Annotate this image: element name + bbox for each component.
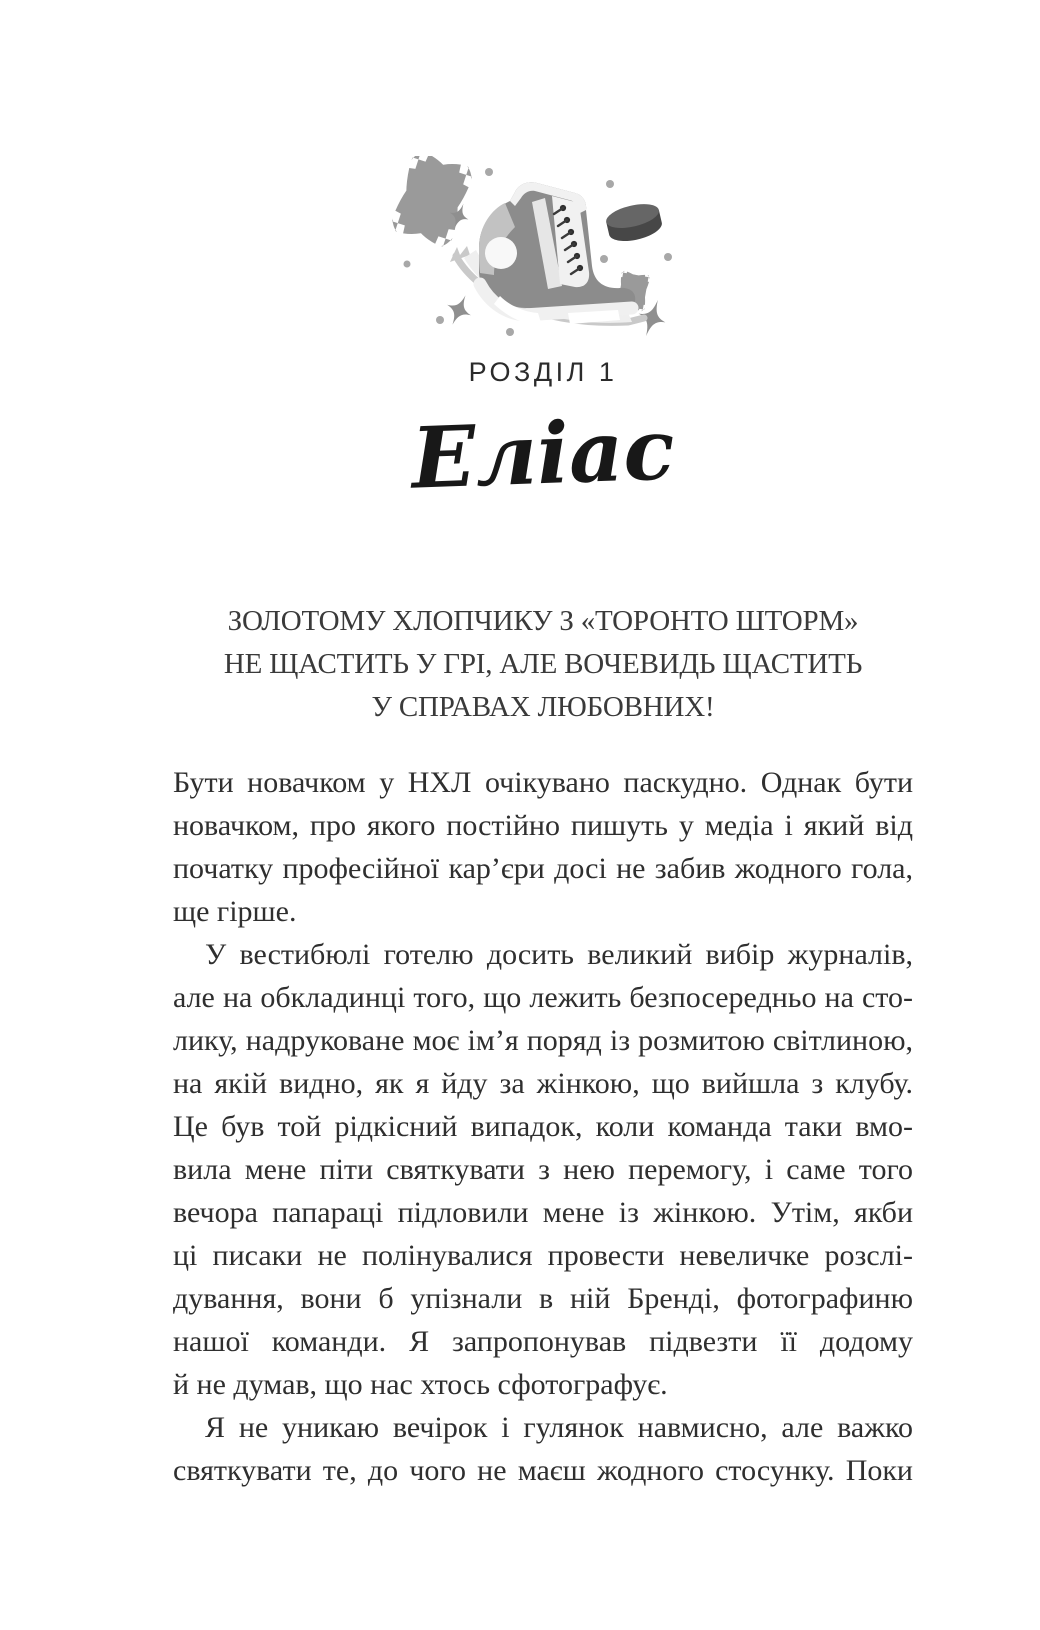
body-line: але на обкладинці того, що лежить безпосередньо на сто- [173,981,913,1014]
ice-skate-icon [450,182,644,326]
headline-line: ЗОЛОТОМУ ХЛОПЧИКУ З «ТОРОНТО ШТОРМ» [227,605,859,637]
body-line: ці писаки не полінувалися провести невеличке розслі- [173,1239,913,1272]
body-line: святкувати те, до чого не маєш жодного стосунку. Поки [173,1454,913,1487]
paragraph [173,1406,913,1492]
body-line: ще гірше. [173,895,297,928]
body-line: вечора папараці підловили мене із жінкою. Утім, якби [173,1196,913,1229]
body-text [173,761,913,1492]
headline-line: У СПРАВАХ ЛЮБОВНИХ! [371,691,715,723]
body-line: вила мене піти святкувати з нею перемогу, і саме того [173,1153,913,1186]
ice-skate-illustration [382,156,704,348]
body-line: Бути новачком у НХЛ очікувано паскудно. Однак бути [173,766,913,799]
body-line: на якій видно, як я йду за жінкою, що вийшла з клубу. [173,1067,913,1100]
body-line: початку професійної кар’єри досі не забив жодного гола, [173,852,913,885]
paragraph [173,933,913,1406]
body-line: дування, вони б упізнали в ній Бренді, фотографиню [173,1282,913,1315]
chapter-illustration [173,0,913,348]
page-content [173,0,913,1492]
chapter-title-script: Еліас [409,399,677,508]
sparkle-outline-icon [403,166,460,232]
body-line: Я не уникаю вечірок і гулянок навмисно, але важко [205,1411,913,1444]
body-line: нашої команди. Я запропонував підвезти її додому [173,1325,913,1358]
headline [173,600,913,729]
sparkle-filled-icon [441,290,478,330]
paragraph [173,761,913,933]
hockey-puck-icon [604,200,664,246]
body-line: новачком, про якого постійно пишуть у медіа і який від [173,809,913,842]
body-line: й не думав, що нас хтось сфотографує. [173,1368,668,1401]
body-line: лику, надруковане моє ім’я поряд із розмитою світлиною, [173,1024,913,1057]
body-line: Це був той рідкісний випадок, коли команда таки вмо- [173,1110,913,1143]
headline-line: НЕ ЩАСТИТЬ У ГРІ, АЛЕ ВОЧЕВИДЬ ЩАСТИТЬ [223,648,863,680]
chapter-kicker: РОЗДІЛ 1 [468,357,618,387]
body-line: У вестибюлі готелю досить великий вибір журналів, [205,938,913,971]
